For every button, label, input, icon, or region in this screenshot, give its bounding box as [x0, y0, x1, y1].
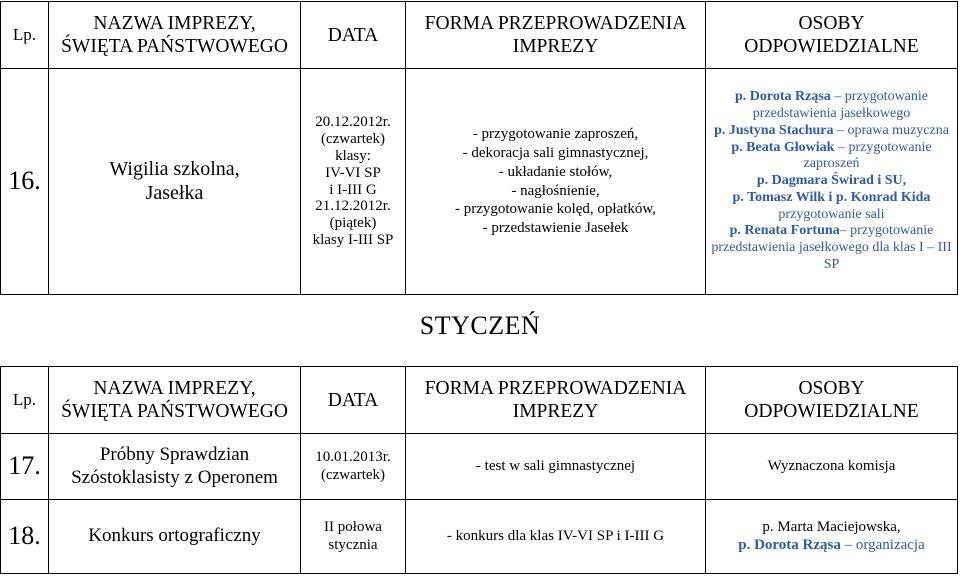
person-name: p. Beata Głowiak [731, 139, 835, 155]
event-form: - test w sali gimnastycznej [406, 434, 706, 500]
header-form: FORMA PRZEPROWADZENIA IMPREZY [406, 367, 706, 434]
events-table-january [0, 366, 958, 574]
person-name: p. Dorota Rząsa [738, 536, 841, 553]
table-row [1, 69, 958, 295]
event-name: Próbny Sprawdzian Szóstoklasisty z Operonem [49, 434, 301, 500]
table-header-row [1, 2, 958, 69]
event-date: 20.12.2012r. (czwartek) klasy: IV-VI SP i I-III G 21.12.2012r. (piątek) klasy I-III SP [301, 69, 406, 295]
row-number: 18. [1, 500, 49, 574]
header-lp: Lp. [1, 367, 49, 434]
header-lp: Lp. [1, 2, 49, 69]
row-number: 17. [1, 434, 49, 500]
header-date: DATA [301, 2, 406, 69]
event-responsible: Wyznaczona komisja [706, 434, 958, 500]
event-responsible: p. Dorota Rząsa – przygotowanie przedstawienia jasełkowego p. Justyna Stachura – oprawa muzyczna p. Beata Głowiak – przygotowanie zaproszeń p. Dagmara Świrad i SU, p. Tomasz Wilk i p. Konrad Kida przygotowanie sali p. Renata Fortuna– przygotowanie przedstawienia jasełkowego dla klas I – III SP [706, 69, 958, 295]
section-title: STYCZEŃ [419, 311, 541, 340]
event-date: II połowa stycznia [301, 500, 406, 574]
table-row [1, 434, 958, 500]
header-form: FORMA PRZEPROWADZENIA IMPREZY [406, 2, 706, 69]
events-table-december [0, 1, 958, 295]
event-name: Konkurs ortograficzny [49, 500, 301, 574]
header-name: NAZWA IMPREZY, ŚWIĘTA PAŃSTWOWEGO [49, 367, 301, 434]
person-name: p. Dorota Rząsa [735, 89, 831, 105]
person-name: p. Renata Fortuna [729, 223, 840, 239]
event-form: - konkurs dla klas IV-VI SP i I-III G [406, 500, 706, 574]
event-responsible: p. Marta Maciejowska, p. Dorota Rząsa – organizacja [706, 500, 958, 574]
table-row [1, 500, 958, 574]
person-name: p. Tomasz Wilk i p. Konrad Kida [732, 189, 931, 205]
person-name: p. Justyna Stachura [714, 122, 834, 138]
header-responsible: OSOBY ODPOWIEDZIALNE [706, 367, 958, 434]
header-date: DATA [301, 367, 406, 434]
event-name: Wigilia szkolna, Jasełka [49, 69, 301, 295]
event-date: 10.01.2013r. (czwartek) [301, 434, 406, 500]
table-header-row [1, 367, 958, 434]
row-number: 16. [1, 69, 49, 295]
header-name: NAZWA IMPREZY, ŚWIĘTA PAŃSTWOWEGO [49, 2, 301, 69]
header-responsible: OSOBY ODPOWIEDZIALNE [706, 2, 958, 69]
person-name: p. Dagmara Świrad i SU, [756, 173, 907, 189]
event-form: - przygotowanie zaproszeń, - dekoracja sali gimnastycznej, - układanie stołów, - nagłośnienie, - przygotowanie kolęd, opłatków, - przedstawienie Jasełek [406, 69, 706, 295]
